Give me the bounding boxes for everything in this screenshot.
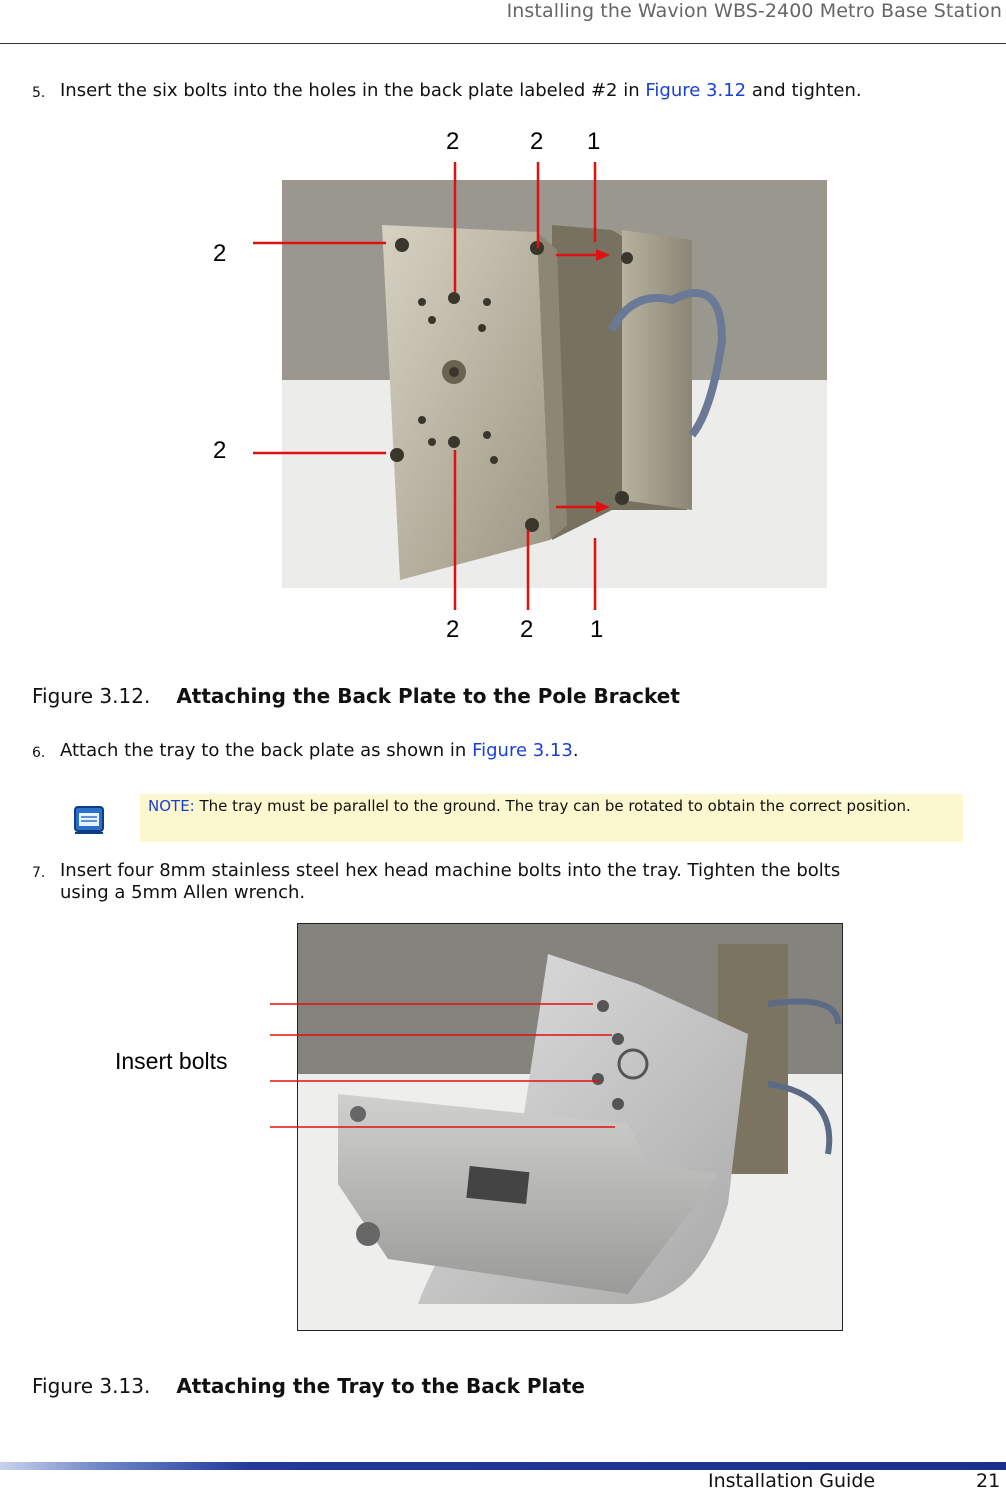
page-number: 21 [976,1470,1001,1492]
label-left-1: 2 [213,240,227,267]
step-text-end: . [572,740,579,761]
figure-3-13-link[interactable]: Figure 3.13 [472,740,573,761]
figure-3-12-link[interactable]: Figure 3.12 [645,80,747,101]
caption-number: Figure 3.12. [32,684,151,708]
label-top-3: 1 [587,128,601,155]
running-header: Installing the Wavion WBS-2400 Metro Base Station [506,0,1002,22]
caption-number: Figure 3.13. [32,1374,151,1398]
step-text-line-2: using a 5mm Allen wrench. [60,882,306,903]
label-bottom-2: 2 [520,616,534,643]
insert-bolt-lines [270,1004,615,1127]
figure-3-13-caption [32,1374,585,1398]
step-number: 7. [32,865,46,881]
note-body: The tray must be parallel to the ground. The tray can be rotated to obtain the correct position. [199,797,911,815]
label-left-2: 2 [213,437,227,464]
insert-bolts-callout: Insert bolts [115,1048,228,1074]
label-bottom-3: 1 [590,616,604,643]
footer-guide-label: Installation Guide [708,1470,876,1492]
note-lead: NOTE: [148,797,195,815]
step-number: 5. [32,85,46,101]
step-text: Attach the tray to the back plate as shown in [60,740,473,761]
footer-bar [0,1462,1006,1470]
caption-title: Attaching the Tray to the Back Plate [176,1374,585,1398]
step-text-line-1: Insert four 8mm stainless steel hex head machine bolts into the tray. Tighten the bolts [60,860,841,881]
label-top-2: 2 [530,128,544,155]
step-number: 6. [32,745,46,761]
step-text-end: and tighten. [746,80,862,101]
label-bottom-1: 2 [446,616,460,643]
step-text: Insert the six bolts into the holes in the back plate labeled #2 in [60,80,646,101]
label-top-1: 2 [446,128,460,155]
caption-title: Attaching the Back Plate to the Pole Bracket [176,684,680,708]
